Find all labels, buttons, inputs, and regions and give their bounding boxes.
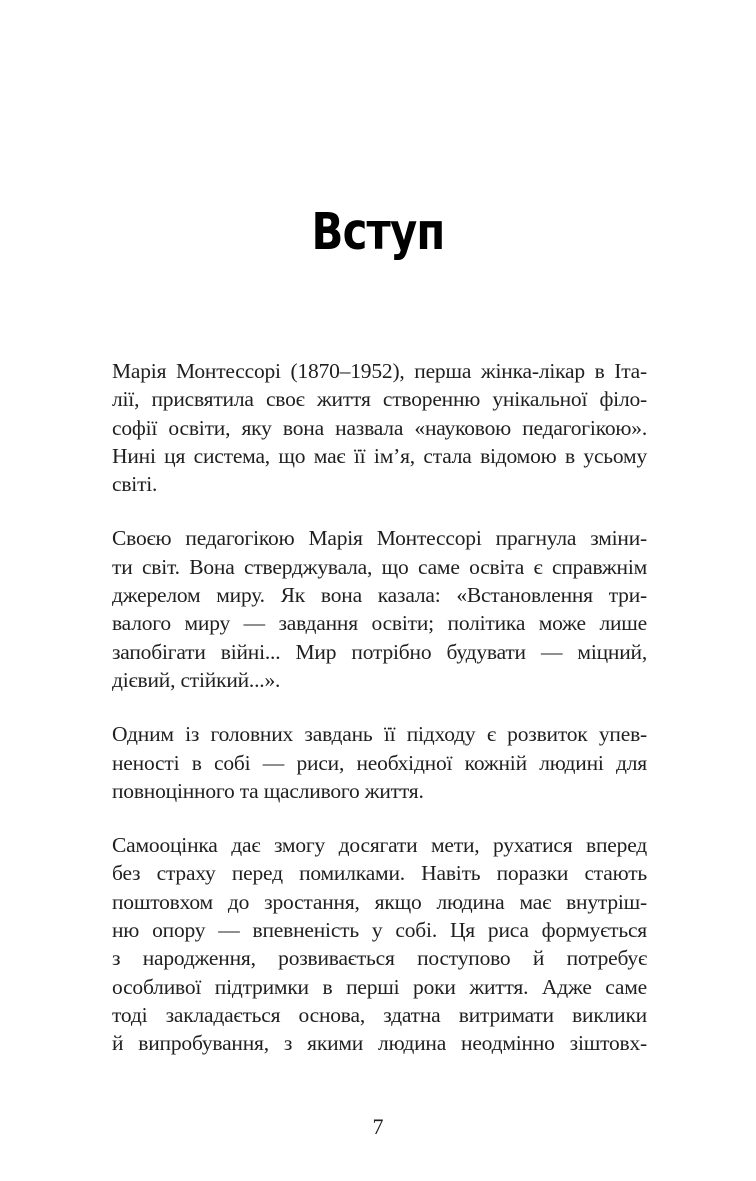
paragraph-2	[112, 524, 647, 694]
text-line: софії освіти, яку вона назвала «науковою педагогікою».	[112, 415, 647, 440]
page-number: 7	[372, 1114, 384, 1139]
chapter-title: Вступ	[311, 203, 445, 262]
text-line: неності в собі — риси, необхідної кожній людині для	[112, 750, 647, 775]
text-line: з народження, розвивається поступово й потребує	[112, 946, 647, 971]
text-line: ти світ. Вона стверджувала, що саме освіта є справжнім	[112, 554, 647, 579]
text-line: Одним із головних завдань її підходу є розвиток упев-	[112, 722, 647, 747]
body-text	[112, 357, 647, 1084]
paragraph-4	[112, 831, 647, 1057]
text-line: Марія Монтессорі (1870–1952), перша жінка-лікар в Іта-	[112, 359, 647, 383]
paragraph-3	[112, 720, 647, 805]
text-line: ню опору — впевненість у собі. Ця риса формується	[112, 918, 647, 943]
text-line: тоді закладається основа, здатна витримати виклики	[112, 1002, 647, 1027]
text-line: валого миру — завдання освіти; політика може лише	[112, 611, 647, 636]
text-line: запобігати війні... Мир потрібно будувати — міцний,	[112, 639, 647, 664]
text-line: й випробування, з якими людина неодмінно зіштовх-	[112, 1031, 647, 1056]
text-line: повноцінного та щасливого життя.	[112, 778, 424, 803]
text-line: лії, присвятила своє життя створенню унікальної філо-	[112, 387, 647, 412]
text-line: джерелом миру. Як вона казала: «Встановлення три-	[112, 583, 647, 608]
text-line: Своєю педагогікою Марія Монтессорі прагнула зміни-	[112, 526, 647, 551]
text-line: особливої підтримки в перші роки життя. Адже саме	[112, 974, 647, 999]
text-line: Нині ця система, що має її ім’я, стала відомою в усьому	[112, 443, 647, 468]
text-line: поштовхом до зростання, якщо людина має внутріш-	[112, 889, 647, 914]
paragraph-1	[112, 357, 647, 498]
text-line: світі.	[112, 472, 158, 497]
text-line: дієвий, стійкий...».	[112, 667, 281, 692]
text-line: без страху перед помилками. Навіть поразки стають	[112, 861, 647, 886]
text-line: Самооцінка дає змогу досягати мети, рухатися вперед	[112, 833, 647, 858]
